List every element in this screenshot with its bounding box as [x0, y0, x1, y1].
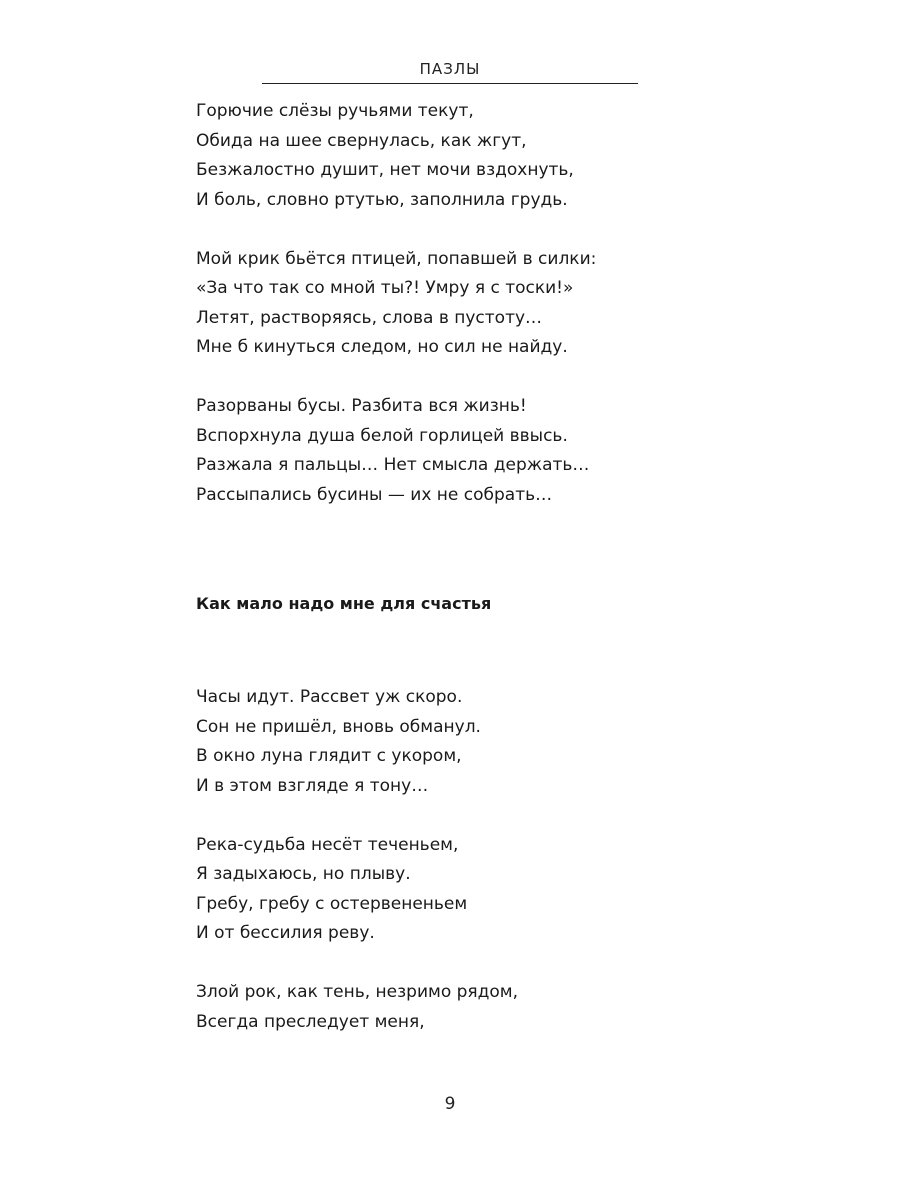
- verse-line: Вспорхнула душа белой горлицей ввысь.: [196, 425, 568, 446]
- verse-line: Горючие слёзы ручьями текут,: [196, 101, 474, 121]
- page-number: 9: [444, 1094, 456, 1114]
- poem-title: Как мало надо мне для счастья: [196, 594, 492, 613]
- verse-line: Река-судьба несёт теченьем,: [196, 834, 459, 855]
- verse-line: И боль, словно ртутью, заполнила грудь.: [196, 189, 568, 210]
- verse-line: И в этом взгляде я тону…: [196, 775, 429, 796]
- poem2-stanza-2: [196, 831, 696, 949]
- poem1-stanza-2: [196, 245, 696, 363]
- verse-line: Летят, растворяясь, слова в пустоту…: [196, 307, 543, 328]
- verse-line: И от бессилия реву.: [196, 923, 375, 943]
- verse-line: Гребу, гребу с остервененьем: [196, 893, 468, 914]
- verse-line: Разорваны бусы. Разбита вся жизнь!: [196, 396, 527, 416]
- verse-line: Обида на шее свернулась, как жгут,: [196, 130, 527, 151]
- page-content: [196, 97, 696, 1037]
- verse-line: Злой рок, как тень, незримо рядом,: [196, 982, 519, 1002]
- header-rule: [262, 83, 638, 84]
- verse-line: В окно луна глядит с укором,: [196, 746, 462, 766]
- poem1-stanza-1: [196, 97, 696, 215]
- verse-line: Рассыпались бусины — их не собрать…: [196, 484, 553, 505]
- header-title: ПАЗЛЫ: [419, 60, 481, 78]
- verse-line: Безжалостно душит, нет мочи вздохнуть,: [196, 160, 574, 180]
- verse-line: Всегда преследует меня,: [196, 1011, 425, 1032]
- running-header: [262, 60, 638, 84]
- verse-line: Часы идут. Рассвет уж скоро.: [196, 687, 463, 707]
- poem2-stanza-1: [196, 683, 696, 801]
- verse-line: Разжала я пальцы… Нет смысла держать…: [196, 455, 590, 475]
- poem1-stanza-3: [196, 392, 696, 510]
- verse-line: «За что так со мной ты?! Умру я с тоски!»: [196, 278, 574, 298]
- verse-line: Я задыхаюсь, но плыву.: [196, 864, 411, 884]
- verse-line: Мой крик бьётся птицей, попавшей в силки:: [196, 248, 597, 269]
- verse-line: Мне б кинуться следом, но сил не найду.: [196, 337, 568, 357]
- verse-line: Сон не пришёл, вновь обманул.: [196, 716, 481, 737]
- poem2-stanza-3: [196, 978, 696, 1037]
